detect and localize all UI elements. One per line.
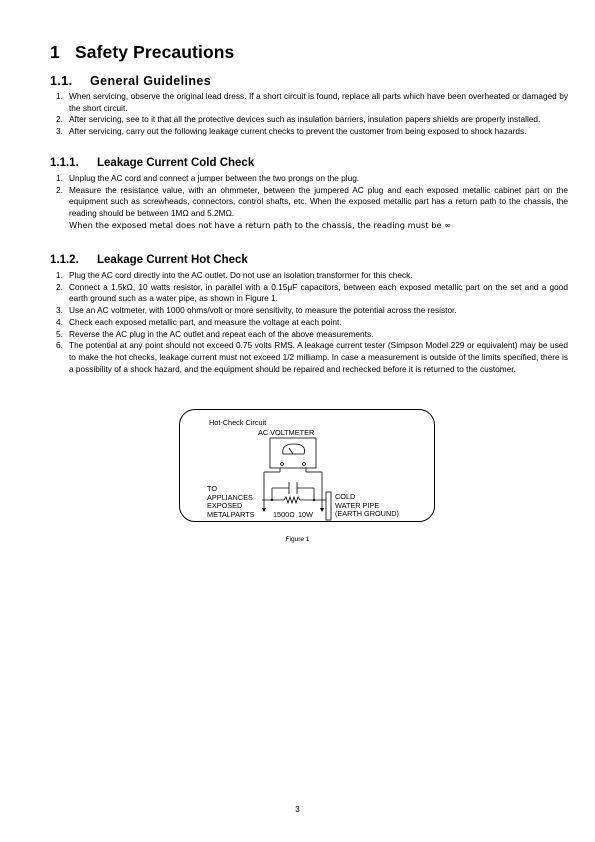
general-number: 1.1. (50, 74, 73, 88)
appliance-label-line: TO (207, 484, 218, 493)
item-text: After servicing, carry out the following leakage current checks to prevent the customer from being exposed to shock hazards. (69, 126, 527, 137)
hot-check-circuit-figure (179, 409, 435, 522)
list-item (56, 270, 568, 282)
appliance-label-line: METALPARTS (207, 509, 255, 519)
water-pipe (326, 492, 331, 520)
general-guidelines-list (56, 91, 568, 138)
section-number: 1 (50, 42, 60, 62)
item-text: The potential at any point should not exceed 0.75 volts RMS. A leakage current tester (Simpson Model 229 or equivalent) may be used to make the hot checks, leakage current must not exceed 1/2 milliamp. In case a measurement is outside of the limits specified, there is a possibility of a shock hazard, and the equipment should be repaired and rechecked before it is returned to the customer. (69, 340, 568, 374)
item-number: 1. (56, 173, 63, 183)
item-text: After servicing, see to it that all the protective devices such as insulation barriers, insulation papers shields are properly installed. (69, 114, 541, 125)
cold-number: 1.1.1. (50, 157, 79, 169)
item-number: 1. (56, 91, 63, 101)
appliance-label-line: EXPOSED (207, 501, 243, 511)
list-item (56, 126, 568, 138)
item-note: When the exposed metal does not have a return path to the chassis, the reading must be ∞ (69, 219, 452, 230)
hot-check-heading (50, 254, 248, 266)
item-number: 3. (56, 305, 63, 316)
list-item (56, 340, 568, 375)
list-item (56, 329, 568, 341)
cold-check-list (56, 173, 568, 232)
appliance-label-line: APPLIANCES (207, 492, 253, 502)
figure-caption: Figure 1 (285, 536, 310, 543)
voltmeter-dial (283, 444, 305, 454)
page-number: 3 (295, 805, 300, 814)
item-text: Reverse the AC plug in the AC outlet and repeat each of the above measurements. (69, 328, 374, 339)
list-item (56, 114, 568, 126)
section-title: Safety Precautions (75, 42, 235, 62)
meter-terminal-right (303, 463, 306, 466)
water-pipe-label-line: (EARTH GROUND) (335, 509, 399, 519)
item-text: Measure the resistance value, with an ohmmeter, between the jumpered AC plug and each exposed metallic cabinet part on the equipment such as screwheads, connectors, control shafts, etc. When the exposed metallic part has a return path to the chassis, the reading should be between 1MΩ and 5.2MΩ. (69, 184, 568, 219)
general-guidelines-heading (50, 74, 211, 88)
hot-number: 1.1.2. (50, 254, 79, 266)
circuit-title: Hot-Check Circuit (209, 418, 267, 427)
item-text: Unplug the AC cord and connect a jumper between the two prongs on the plug. (69, 173, 360, 183)
list-item (56, 317, 568, 329)
item-number: 5. (56, 328, 63, 339)
list-item (56, 305, 568, 317)
voltmeter-label: AC VOLTMETER (258, 428, 315, 437)
item-number: 3. (56, 126, 63, 137)
water-pipe-label-line: WATER PIPE (335, 500, 380, 510)
item-number: 6. (56, 340, 63, 351)
item-number: 4. (56, 316, 63, 327)
item-text: Plug the AC cord directly into the AC outlet. Do not use an isolation transformer for this check. (69, 270, 413, 280)
meter-terminal-left (281, 463, 284, 466)
cold-check-heading (50, 157, 254, 169)
junction-right (313, 499, 315, 501)
item-number: 2. (56, 281, 63, 292)
voltmeter-box (270, 438, 316, 468)
resistor-symbol (284, 497, 300, 503)
item-text: When servicing, observe the original lead dress. If a short circuit is found, replace all parts which have been overheated or damaged by the short circuit. (69, 91, 568, 113)
general-title: General Guidelines (90, 74, 212, 88)
hot-check-list (56, 270, 568, 375)
item-number: 1. (56, 270, 63, 280)
item-text: Connect a 1.5kΩ, 10 watts resistor, in parallel with a 0.15μF capacitors, between each exposed metallic part on the set and a good earth ground such as a water pipe, as shown in Figure 1. (69, 281, 568, 304)
probe-arrow-left (262, 508, 266, 512)
junction-left (271, 499, 273, 501)
water-pipe-label (335, 493, 399, 519)
list-item (56, 173, 568, 185)
probe-arrow-right (320, 508, 324, 512)
item-text: Check each exposed metallic part, and measure the voltage at each point. (69, 316, 342, 327)
item-text: Use an AC voltmeter, with 1000 ohms/volt or more sensitivity, to measure the potential across the resistor. (69, 305, 457, 316)
item-number: 2. (56, 114, 63, 125)
hot-title: Leakage Current Hot Check (97, 254, 248, 266)
water-pipe-label-line: COLD (335, 492, 356, 501)
cold-title: Leakage Current Cold Check (97, 157, 255, 169)
section-heading (50, 42, 234, 63)
voltmeter-needle (289, 448, 293, 454)
list-item (56, 282, 568, 305)
list-item (56, 185, 568, 232)
appliance-label (207, 485, 254, 519)
list-item (56, 91, 568, 114)
item-number: 2. (56, 184, 63, 195)
resistor-watts-label: 10W (298, 510, 314, 519)
resistor-value-label: 1500Ω (273, 510, 295, 519)
